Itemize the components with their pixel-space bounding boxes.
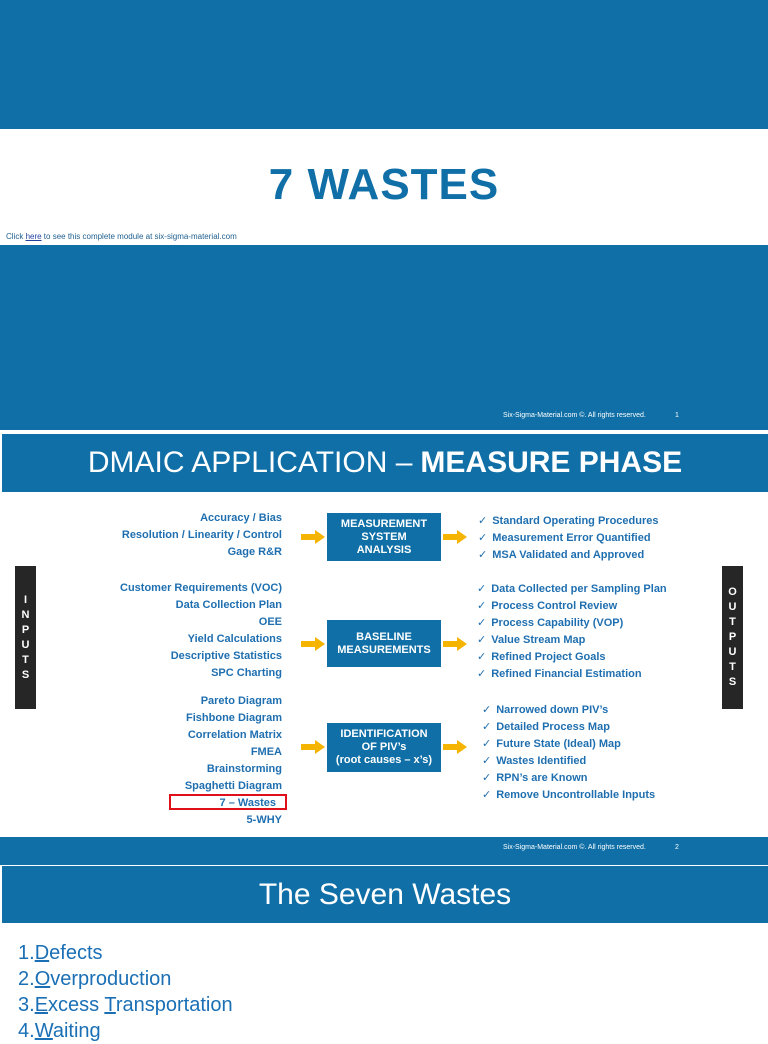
- input-item: 7 – Wastes: [219, 797, 276, 809]
- output-item: ✓ Detailed Process Map: [482, 719, 655, 736]
- right-arrow-icon: [301, 740, 325, 754]
- right-arrow-icon: [443, 740, 467, 754]
- slide3-title: The Seven Wastes: [2, 866, 768, 923]
- slide1-top-band: [0, 0, 768, 129]
- list-item: 1.Defects: [18, 942, 103, 964]
- output-item: ✓ MSA Validated and Approved: [478, 547, 658, 564]
- input-item: 5-WHY: [246, 814, 282, 826]
- input-item: Yield Calculations: [187, 633, 282, 645]
- process-box-baseline: BASELINE MEASUREMENTS: [327, 620, 441, 667]
- input-item: Descriptive Statistics: [170, 650, 282, 662]
- list-item: 3.Excess Transportation: [18, 994, 233, 1016]
- output-item: ✓ Refined Project Goals: [477, 649, 667, 666]
- output-item: ✓ Measurement Error Quantified: [478, 530, 658, 547]
- outputs-side-label: O U T P U T S: [722, 566, 743, 709]
- list-item: 4.Waiting: [18, 1020, 101, 1042]
- input-item: OEE: [258, 616, 282, 628]
- process-box-msa: MEASUREMENT SYSTEM ANALYSIS: [327, 513, 441, 561]
- seven-wastes-list: [18, 940, 233, 1044]
- process-box-identification: IDENTIFICATION OF PIV’s (root causes – x’s): [327, 723, 441, 772]
- inputs-side-label: I N P U T S: [15, 566, 36, 709]
- slide2-title-bold: MEASURE PHASE: [420, 446, 683, 479]
- wastes-highlight-box: [169, 794, 287, 810]
- input-item: Resolution / Linearity / Control: [121, 529, 282, 541]
- slide2-title-regular: DMAIC APPLICATION –: [87, 446, 413, 479]
- baseline-inputs: [12, 580, 282, 682]
- right-arrow-icon: [301, 637, 325, 651]
- input-item: Brainstorming: [206, 763, 282, 775]
- slide1-footer: Six-Sigma-Material.com ©. All rights reserved.: [503, 412, 646, 419]
- here-link[interactable]: here: [25, 232, 42, 241]
- slide2-page-number: 2: [675, 844, 679, 851]
- output-item: ✓ Data Collected per Sampling Plan: [477, 581, 667, 598]
- module-link-line: [6, 232, 237, 241]
- input-item: SPC Charting: [211, 667, 282, 679]
- identification-outputs: [482, 702, 655, 804]
- right-arrow-icon: [301, 530, 325, 544]
- slide2-title: [2, 434, 768, 492]
- baseline-outputs: [477, 581, 667, 683]
- output-item: ✓ Standard Operating Procedures: [478, 513, 658, 530]
- input-item: FMEA: [250, 746, 282, 758]
- output-item: ✓ Future State (Ideal) Map: [482, 736, 655, 753]
- slide3-top-band: [0, 837, 768, 865]
- output-item: ✓ Narrowed down PIV’s: [482, 702, 655, 719]
- output-item: ✓ Wastes Identified: [482, 753, 655, 770]
- list-item: 2.Overproduction: [18, 968, 172, 990]
- right-arrow-icon: [443, 530, 467, 544]
- output-item: ✓ Value Stream Map: [477, 632, 667, 649]
- output-item: ✓ Remove Uncontrollable Inputs: [482, 787, 655, 804]
- slide1-page-number: 1: [675, 412, 679, 419]
- input-item: Accuracy / Bias: [200, 512, 282, 524]
- output-item: ✓ Process Capability (VOP): [477, 615, 667, 632]
- output-item: ✓ Refined Financial Estimation: [477, 666, 667, 683]
- input-item: Spaghetti Diagram: [184, 780, 282, 792]
- input-item: Customer Requirements (VOC): [120, 582, 282, 594]
- input-item: Correlation Matrix: [187, 729, 282, 741]
- input-item: Fishbone Diagram: [186, 712, 282, 724]
- msa-inputs: [12, 510, 282, 561]
- link-prefix: Click: [6, 232, 26, 241]
- input-item: Pareto Diagram: [200, 695, 282, 707]
- output-item: ✓ Process Control Review: [477, 598, 667, 615]
- msa-outputs: [478, 513, 658, 564]
- slide1-title: 7 WASTES: [268, 160, 500, 209]
- right-arrow-icon: [443, 637, 467, 651]
- input-item: Gage R&R: [227, 546, 282, 558]
- output-item: ✓ RPN’s are Known: [482, 770, 655, 787]
- input-item: Data Collection Plan: [175, 599, 282, 611]
- link-suffix: to see this complete module at six-sigma-material.com: [41, 232, 237, 241]
- slide2-footer: Six-Sigma-Material.com ©. All rights reserved.: [503, 844, 646, 851]
- slide1-bottom-band: [0, 245, 768, 430]
